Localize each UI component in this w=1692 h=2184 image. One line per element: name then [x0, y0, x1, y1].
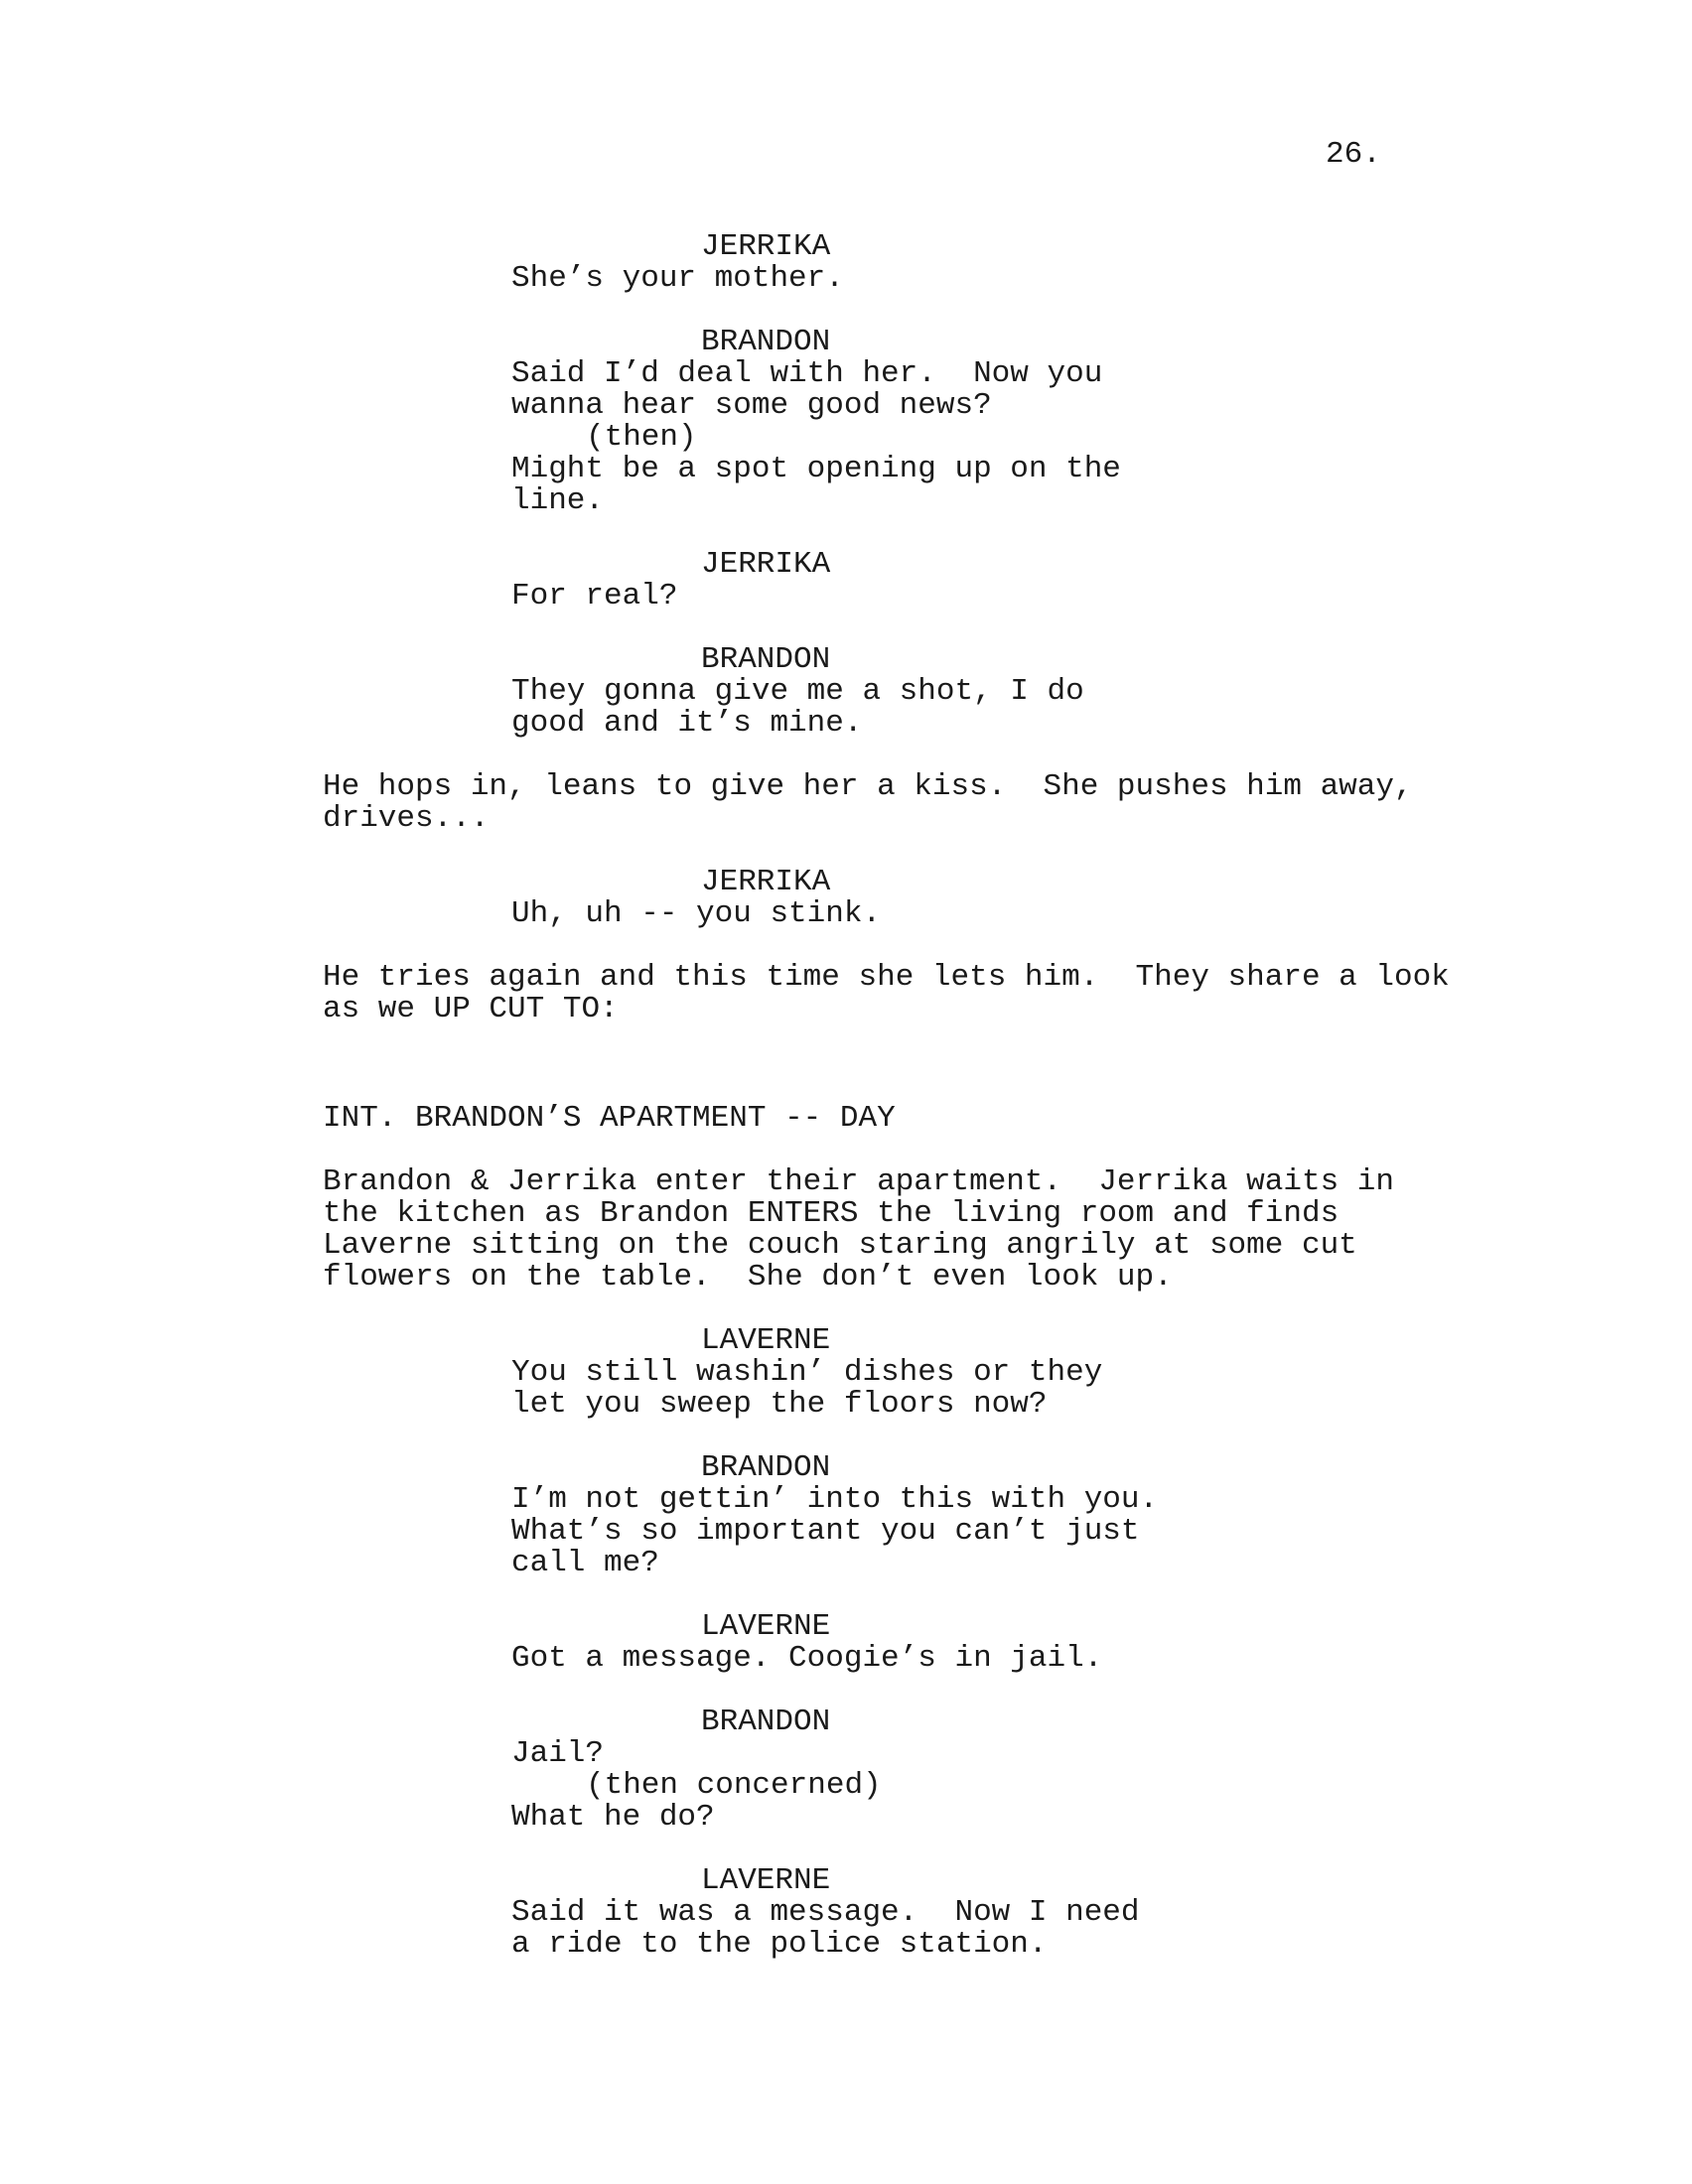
- character-name: LAVERNE: [701, 1609, 831, 1644]
- action-line: drives...: [323, 801, 490, 836]
- dialogue-line: For real?: [511, 579, 678, 614]
- dialogue-line: Said I’d deal with her. Now you: [511, 356, 1103, 391]
- action-block: [0, 1166, 1692, 1294]
- scene-heading-block: [0, 1103, 1692, 1135]
- dialogue-block: [0, 549, 1692, 613]
- parenthetical: (then concerned): [586, 1768, 882, 1803]
- scene-heading: INT. BRANDON’S APARTMENT -- DAY: [323, 1101, 896, 1136]
- character-name: BRANDON: [701, 1450, 831, 1485]
- dialogue-block: [0, 1706, 1692, 1834]
- dialogue-line: Jail?: [511, 1736, 605, 1771]
- dialogue-line: let you sweep the floors now?: [511, 1387, 1048, 1422]
- character-name: BRANDON: [701, 642, 831, 677]
- dialogue-line: You still washin’ dishes or they: [511, 1355, 1103, 1390]
- character-name: JERRIKA: [701, 865, 831, 899]
- dialogue-block: [0, 1452, 1692, 1579]
- character-name: BRANDON: [701, 325, 831, 359]
- action-line: flowers on the table. She don’t even look up.: [323, 1260, 1173, 1295]
- dialogue-line: Said it was a message. Now I need: [511, 1895, 1140, 1930]
- dialogue-block: [0, 1611, 1692, 1675]
- parenthetical: (then): [586, 420, 697, 455]
- action-line: as we UP CUT TO:: [323, 992, 619, 1026]
- action-line: the kitchen as Brandon ENTERS the living room and finds: [323, 1196, 1340, 1231]
- dialogue-line: call me?: [511, 1546, 659, 1580]
- character-name: JERRIKA: [701, 547, 831, 582]
- action-line: He tries again and this time she lets him. They share a look: [323, 960, 1450, 995]
- dialogue-block: [0, 1865, 1692, 1961]
- dialogue-line: What’s so important you can’t just: [511, 1514, 1140, 1549]
- dialogue-line: She’s your mother.: [511, 261, 844, 296]
- dialogue-block: [0, 1325, 1692, 1421]
- dialogue-line: Uh, uh -- you stink.: [511, 896, 882, 931]
- dialogue-line: I’m not gettin’ into this with you.: [511, 1482, 1159, 1517]
- character-name: JERRIKA: [701, 229, 831, 264]
- dialogue-line: line.: [511, 483, 605, 518]
- script-body: [0, 231, 1692, 1961]
- dialogue-line: What he do?: [511, 1800, 715, 1835]
- dialogue-block: [0, 644, 1692, 740]
- dialogue-block: [0, 867, 1692, 930]
- character-name: BRANDON: [701, 1705, 831, 1739]
- dialogue-block: [0, 327, 1692, 517]
- character-name: LAVERNE: [701, 1863, 831, 1898]
- action-block: [0, 962, 1692, 1025]
- action-line: Laverne sitting on the couch staring angrily at some cut: [323, 1228, 1357, 1263]
- dialogue-line: good and it’s mine.: [511, 706, 863, 741]
- dialogue-line: They gonna give me a shot, I do: [511, 674, 1084, 709]
- action-block: [0, 771, 1692, 835]
- dialogue-line: wanna hear some good news?: [511, 388, 992, 423]
- dialogue-line: Got a message. Coogie’s in jail.: [511, 1641, 1103, 1676]
- dialogue-line: Might be a spot opening up on the: [511, 452, 1121, 486]
- action-line: He hops in, leans to give her a kiss. She pushes him away,: [323, 769, 1413, 804]
- page-number: 26.: [1326, 137, 1381, 172]
- character-name: LAVERNE: [701, 1323, 831, 1358]
- dialogue-line: a ride to the police station.: [511, 1927, 1048, 1962]
- action-line: Brandon & Jerrika enter their apartment. Jerrika waits in: [323, 1164, 1394, 1199]
- dialogue-block: [0, 231, 1692, 295]
